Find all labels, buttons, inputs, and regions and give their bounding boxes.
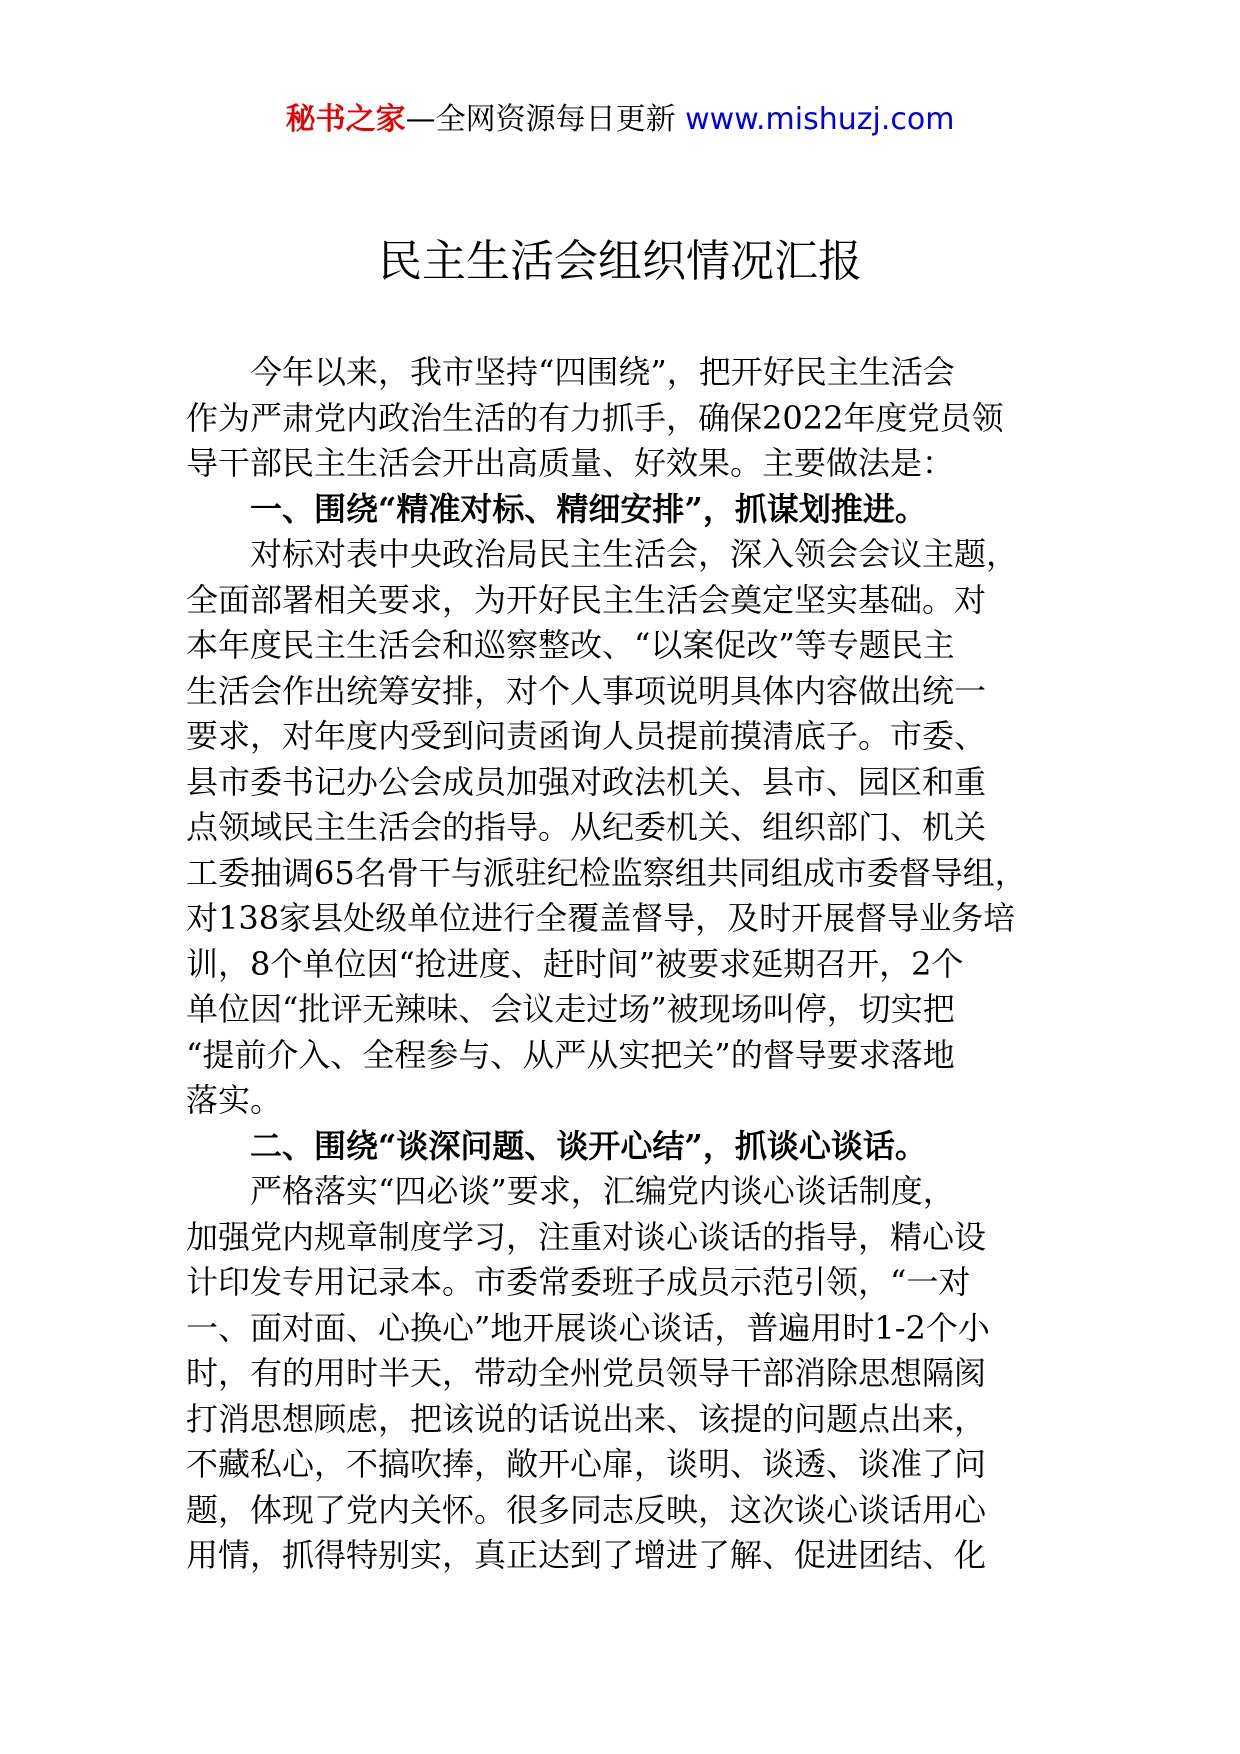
body-line: 县市委书记办公会成员加强对政法机关、县市、园区和重	[186, 762, 987, 801]
body-line: 计印发专用记录本。市委常委班子成员示范引领，“一对	[186, 1263, 971, 1301]
body-line: “提前介入、全程参与、从严从实把关”的督导要求落地	[186, 1035, 955, 1074]
section-heading-2: 二、围绕“谈深问题、谈开心结”，抓谈心谈话。	[250, 1126, 927, 1165]
body-line: 加强党内规章制度学习，注重对谈心谈话的指导，精心设	[186, 1217, 987, 1256]
body-line: 用情，抓得特别实，真正达到了增进了解、促进团结、化	[186, 1536, 987, 1574]
body-line: 训，8个单位因“抢进度、赶时间”被要求延期召开，2个	[186, 944, 964, 983]
body-line: 要求，对年度内受到问责函询人员提前摸清底子。市委、	[186, 717, 987, 755]
body-line: 对138家县处级单位进行全覆盖督导，及时开展督导业务培	[186, 899, 1016, 937]
section-heading-1: 一、围绕“精准对标、精细安排”，抓谋划推进。	[250, 489, 927, 528]
site-url-link[interactable]: www.mishuzj.com	[685, 102, 955, 137]
body-line: 生活会作出统筹安排，对个人事项说明具体内容做出统一	[186, 671, 987, 710]
body-line: 一、面对面、心换心”地开展谈心谈话，普遍用时1-2个小	[186, 1308, 990, 1347]
document-title: 民主生活会组织情况汇报	[378, 236, 862, 287]
body-line: 严格落实“四必谈”要求，汇编党内谈心谈话制度，	[250, 1172, 955, 1210]
site-header	[0, 100, 1240, 140]
brand-name: 秘书之家	[285, 102, 406, 137]
body-line: 单位因“批评无辣味、会议走过场”被现场叫停，切实把	[186, 990, 955, 1028]
body-line: 导干部民主生活会开出高质量、好效果。主要做法是：	[186, 444, 955, 482]
body-line: 本年度民主生活会和巡察整改、“以案促改”等专题民主	[186, 626, 955, 664]
header-tagline: —全网资源每日更新	[405, 102, 676, 137]
body-line: 不藏私心，不搞吹捧，敞开心扉，谈明、谈透、谈准了问	[186, 1445, 987, 1483]
body-line: 落实。	[186, 1081, 283, 1119]
body-line: 时，有的用时半天，带动全州党员领导干部消除思想隔阂	[186, 1354, 987, 1392]
body-line: 点领域民主生活会的指导。从纪委机关、组织部门、机关	[186, 808, 987, 846]
body-line: 对标对表中央政治局民主生活会，深入领会会议主题，	[250, 535, 1019, 573]
body-line: 全面部署相关要求，为开好民主生活会奠定坚实基础。对	[186, 580, 987, 619]
body-line: 打消思想顾虑，把该说的话说出来、该提的问题点出来，	[186, 1399, 987, 1438]
body-line: 作为严肃党内政治生活的有力抓手，确保2022年度党员领	[186, 398, 1004, 437]
document-body	[186, 350, 1054, 1579]
body-line: 今年以来，我市坚持“四围绕”，把开好民主生活会	[250, 353, 955, 391]
body-line: 题，体现了党内关怀。很多同志反映，这次谈心谈话用心	[186, 1490, 987, 1529]
body-line: 工委抽调65名骨干与派驻纪检监察组共同组成市委督导组，	[186, 853, 1027, 892]
